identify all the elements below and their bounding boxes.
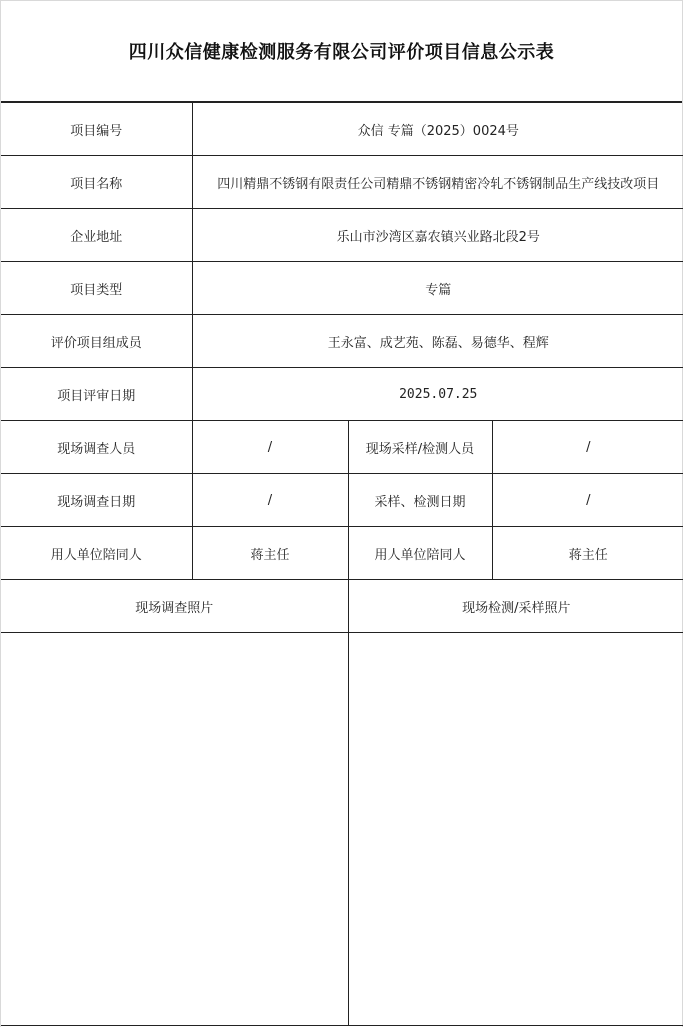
value-review-date: 2025.07.25 xyxy=(192,368,683,421)
row-team-members xyxy=(1,315,683,368)
row-review-date xyxy=(1,368,683,421)
row-photo-headers xyxy=(1,580,683,633)
label-review-date: 项目评审日期 xyxy=(1,368,192,421)
row-escort xyxy=(1,527,683,580)
label-project-number: 项目编号 xyxy=(1,103,192,156)
label-sampling-staff: 现场采样/检测人员 xyxy=(348,421,492,474)
label-escort: 用人单位陪同人 xyxy=(1,527,192,580)
value-project-name: 四川精鼎不锈钢有限责任公司精鼎不锈钢精密冷轧不锈钢制品生产线技改项目 xyxy=(192,156,683,209)
label-survey-staff: 现场调查人员 xyxy=(1,421,192,474)
row-project-number xyxy=(1,103,683,156)
value-survey-staff: / xyxy=(192,421,348,474)
label-project-name: 项目名称 xyxy=(1,156,192,209)
label-team-members: 评价项目组成员 xyxy=(1,315,192,368)
value-project-number: 众信 专篇（2025）0024号 xyxy=(192,103,683,156)
label-survey-photos: 现场调查照片 xyxy=(1,580,348,633)
value-project-type: 专篇 xyxy=(192,262,683,315)
row-survey-staff xyxy=(1,421,683,474)
row-project-name xyxy=(1,156,683,209)
value-team-members: 王永富、成艺苑、陈磊、易德华、程辉 xyxy=(192,315,683,368)
value-sampling-staff: / xyxy=(492,421,683,474)
value-escort: 蒋主任 xyxy=(192,527,348,580)
label-project-type: 项目类型 xyxy=(1,262,192,315)
value-escort-2: 蒋主任 xyxy=(492,527,683,580)
info-table xyxy=(1,103,683,1026)
value-company-address: 乐山市沙湾区嘉农镇兴业路北段2号 xyxy=(192,209,683,262)
survey-photo-area xyxy=(1,633,348,1026)
sampling-photo-area xyxy=(348,633,683,1026)
row-photo-area xyxy=(1,633,683,1026)
label-sampling-date: 采样、检测日期 xyxy=(348,474,492,527)
value-sampling-date: / xyxy=(492,474,683,527)
label-company-address: 企业地址 xyxy=(1,209,192,262)
value-survey-date: / xyxy=(192,474,348,527)
row-project-type xyxy=(1,262,683,315)
row-company-address xyxy=(1,209,683,262)
page-title: 四川众信健康检测服务有限公司评价项目信息公示表 xyxy=(1,1,682,103)
label-survey-date: 现场调查日期 xyxy=(1,474,192,527)
label-sampling-photos: 现场检测/采样照片 xyxy=(348,580,683,633)
row-survey-date xyxy=(1,474,683,527)
label-escort-2: 用人单位陪同人 xyxy=(348,527,492,580)
